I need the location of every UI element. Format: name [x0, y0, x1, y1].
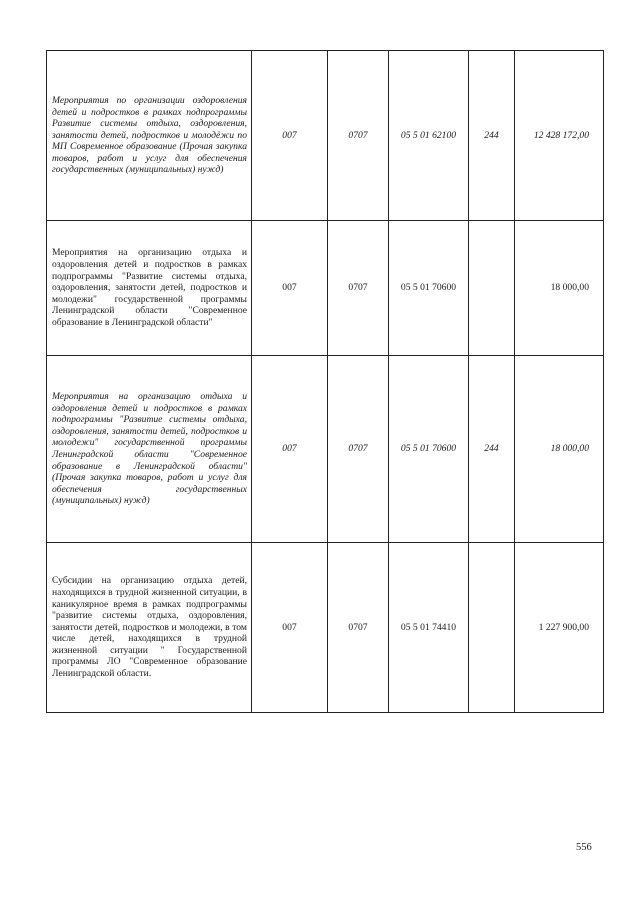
page-number: 556 — [576, 842, 592, 853]
row-amount: 18 000,00 — [515, 356, 604, 543]
row-section-code: 0707 — [328, 356, 389, 543]
row-expense-type: 244 — [469, 356, 515, 543]
table-row — [47, 543, 604, 713]
row-ministry-code: 007 — [252, 51, 328, 221]
row-section-code: 0707 — [328, 221, 389, 356]
row-amount: 12 428 172,00 — [515, 51, 604, 221]
row-section-code: 0707 — [328, 51, 389, 221]
row-description: Субсидии на организацию отдыха детей, находящихся в трудной жизненной ситуации, в каникулярное время в рамках подпрограммы "развитие системы отдыха, оздоровления, занятости детей, подростков и молодежи, в том числе детей, находящихся в трудной жизненной ситуации " Государственной программы ЛО "Современное образование Ленинградской области. — [47, 543, 252, 713]
row-expense-type — [469, 543, 515, 713]
row-expense-type: 244 — [469, 51, 515, 221]
row-ministry-code: 007 — [252, 356, 328, 543]
row-amount: 18 000,00 — [515, 221, 604, 356]
row-description: Мероприятия по организации оздоровления детей и подростков в рамках подпрограммы Развитие системы отдыха, оздоровления, занятости детей, подростков и молодёжи по МП Современное образование (Прочая закупка товаров, работ и услуг для обеспечения государственных (муниципальных) нужд) — [47, 51, 252, 221]
row-target-article: 05 5 01 62100 — [389, 51, 469, 221]
table-row — [47, 51, 604, 221]
row-target-article: 05 5 01 70600 — [389, 356, 469, 543]
table-row — [47, 356, 604, 543]
budget-table — [46, 50, 604, 713]
row-ministry-code: 007 — [252, 543, 328, 713]
row-amount: 1 227 900,00 — [515, 543, 604, 713]
row-target-article: 05 5 01 74410 — [389, 543, 469, 713]
row-section-code: 0707 — [328, 543, 389, 713]
table-row — [47, 221, 604, 356]
row-target-article: 05 5 01 70600 — [389, 221, 469, 356]
row-ministry-code: 007 — [252, 221, 328, 356]
row-description: Мероприятия на организацию отдыха и оздоровления детей и подростков в рамках подпрограммы "Развитие системы отдыха, оздоровления, занятости детей, подростков и молодежи" государственной программы Ленинградской области "Современное образование в Ленинградской области" — [47, 221, 252, 356]
row-description: Мероприятия на организацию отдыха и оздоровления детей и подростков в рамках подпрограммы "Развитие системы отдыха, оздоровления, занятости детей, подростков и молодежи" государственной программы Ленинградской области "Современное образование в Ленинградской области" (Прочая закупка товаров, работ и услуг для обеспечения государственных (муниципальных) нужд) — [47, 356, 252, 543]
row-expense-type — [469, 221, 515, 356]
